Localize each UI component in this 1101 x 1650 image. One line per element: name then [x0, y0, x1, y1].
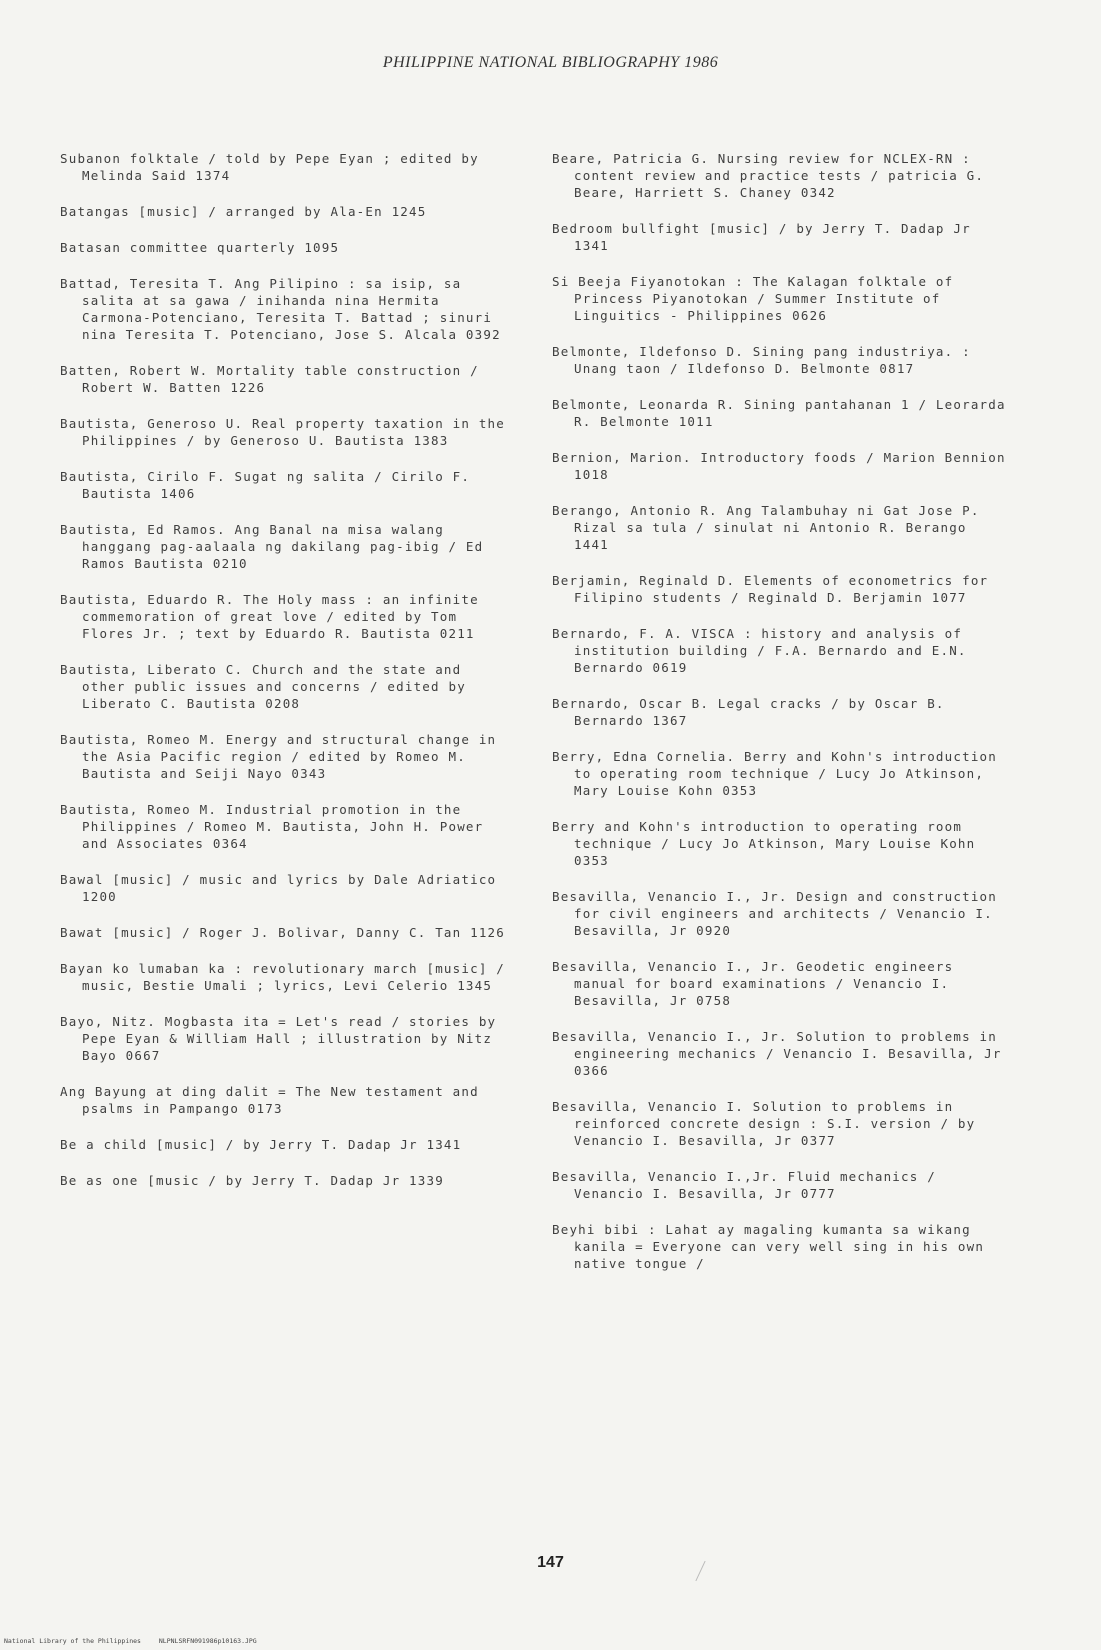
bibliography-entry: Bautista, Generoso U. Real property taxation in the Philippines / by Generoso U. Bautista 1383	[60, 416, 506, 448]
bibliography-entry: Bernion, Marion. Introductory foods / Marion Bennion 1018	[552, 450, 1006, 482]
bibliography-entry: Belmonte, Leonarda R. Sining pantahanan 1 / Leorarda R. Belmonte 1011	[552, 397, 1006, 429]
bibliography-entry: Bernardo, F. A. VISCA : history and analysis of institution building / F.A. Bernardo and E.N. Bernardo 0619	[552, 626, 967, 675]
bibliography-entry: Beare, Patricia G. Nursing review for NCLEX-RN : content review and practice tests / patricia G. Beare, Harriett S. Chaney 0342	[552, 151, 985, 200]
bibliography-entry: Bernardo, Oscar B. Legal cracks / by Oscar B. Bernardo 1367	[552, 696, 945, 728]
bibliography-entry: Battad, Teresita T. Ang Pilipino : sa isip, sa salita at sa gawa / inihanda nina Hermita Carmona-Potenciano, Teresita T. Battad ; sinuri nina Teresita T. Potenciano, Jose S. Alcala 0392	[60, 276, 501, 342]
bibliography-entry: Bautista, Romeo M. Industrial promotion in the Philippines / Romeo M. Bautista, John H. Power and Associates 0364	[60, 802, 484, 851]
bibliography-entry: Besavilla, Venancio I., Jr. Solution to problems in engineering mechanics / Venancio I. Besavilla, Jr 0366	[552, 1029, 1002, 1078]
right-column	[552, 150, 1007, 1291]
bibliography-entry: Bautista, Liberato C. Church and the state and other public issues and concerns / edited by Liberato C. Bautista 0208	[60, 662, 466, 711]
bibliography-entry: Besavilla, Venancio I. Solution to problems in reinforced concrete design : S.I. version / by Venancio I. Besavilla, Jr 0377	[552, 1099, 976, 1148]
bibliography-entry: Berry, Edna Cornelia. Berry and Kohn's introduction to operating room technique / Lucy Jo Atkinson, Mary Louise Kohn 0353	[552, 749, 998, 798]
bibliography-entry: Ang Bayung at ding dalit = The New testament and psalms in Pampango 0173	[60, 1084, 479, 1116]
bibliography-entry: Besavilla, Venancio I., Jr. Design and construction for civil engineers and architects / Venancio I. Besavilla, Jr 0920	[552, 889, 998, 938]
bibliography-entry: Berjamin, Reginald D. Elements of econometrics for Filipino students / Reginald D. Berjamin 1077	[552, 573, 989, 605]
bibliography-entry: Batangas [music] / arranged by Ala-En 1245	[60, 204, 427, 219]
bibliography-entry: Bautista, Cirilo F. Sugat ng salita / Cirilo F. Bautista 1406	[60, 469, 471, 501]
bibliography-entry: Berry and Kohn's introduction to operating room technique / Lucy Jo Atkinson, Mary Louise Kohn 0353	[552, 819, 976, 868]
bibliography-entry: Berango, Antonio R. Ang Talambuhay ni Gat Jose P. Rizal sa tula / sinulat ni Antonio R. Berango 1441	[552, 503, 980, 552]
bibliography-entry: Bedroom bullfight [music] / by Jerry T. Dadap Jr 1341	[552, 221, 971, 253]
page-header: PHILIPPINE NATIONAL BIBLIOGRAPHY 1986	[382, 54, 719, 71]
footer-library: National Library of the Philippines	[4, 1637, 141, 1645]
bibliography-entry: Bautista, Romeo M. Energy and structural change in the Asia Pacific region / edited by Romeo M. Bautista and Seiji Nayo 0343	[60, 732, 497, 781]
scan-footer	[4, 1637, 257, 1645]
bibliography-entry: Bayan ko lumaban ka : revolutionary march [music] / music, Bestie Umali ; lyrics, Levi Celerio 1345	[60, 961, 506, 993]
bibliography-entry: Beyhi bibi : Lahat ay magaling kumanta sa wikang kanila = Everyone can very well sing in his own native tongue /	[552, 1222, 985, 1271]
bibliography-entry: Besavilla, Venancio I., Jr. Geodetic engineers manual for board examinations / Venancio I. Besavilla, Jr 0758	[552, 959, 954, 1008]
bibliography-entry: Si Beeja Fiyanotokan : The Kalagan folktale of Princess Piyanotokan / Summer Institute of Linguitics - Philippines 0626	[552, 274, 954, 323]
left-column	[60, 150, 510, 1208]
bibliography-entry: Batasan committee quarterly 1095	[60, 240, 340, 255]
bibliography-entry: Bawal [music] / music and lyrics by Dale Adriatico 1200	[60, 872, 497, 904]
bibliography-entry: Bautista, Eduardo R. The Holy mass : an infinite commemoration of great love / edited by Tom Flores Jr. ; text by Eduardo R. Bautista 0211	[60, 592, 479, 641]
bibliography-entry: Besavilla, Venancio I.,Jr. Fluid mechanics / Venancio I. Besavilla, Jr 0777	[552, 1169, 936, 1201]
bibliography-entry: Subanon folktale / told by Pepe Eyan ; edited by Melinda Said 1374	[60, 151, 479, 183]
bibliography-entry: Bawat [music] / Roger J. Bolivar, Danny C. Tan 1126	[60, 925, 506, 940]
bibliography-entry: Be a child [music] / by Jerry T. Dadap Jr 1341	[60, 1137, 462, 1152]
bibliography-entry: Belmonte, Ildefonso D. Sining pang industriya. : Unang taon / Ildefonso D. Belmonte 0817	[552, 344, 971, 376]
footer-file: NLPNLSRFN091986p10163.JPG	[158, 1637, 257, 1645]
page-number: 147	[537, 1554, 564, 1571]
bibliography-entry: Batten, Robert W. Mortality table construction / Robert W. Batten 1226	[60, 363, 479, 395]
bibliography-entry: Bautista, Ed Ramos. Ang Banal na misa walang hanggang pag-aalaala ng dakilang pag-ibig / Ed Ramos Bautista 0210	[60, 522, 484, 571]
bibliography-entry: Bayo, Nitz. Mogbasta ita = Let's read / stories by Pepe Eyan & William Hall ; illustration by Nitz Bayo 0667	[60, 1014, 497, 1063]
bibliography-entry: Be as one [music / by Jerry T. Dadap Jr 1339	[60, 1173, 444, 1188]
